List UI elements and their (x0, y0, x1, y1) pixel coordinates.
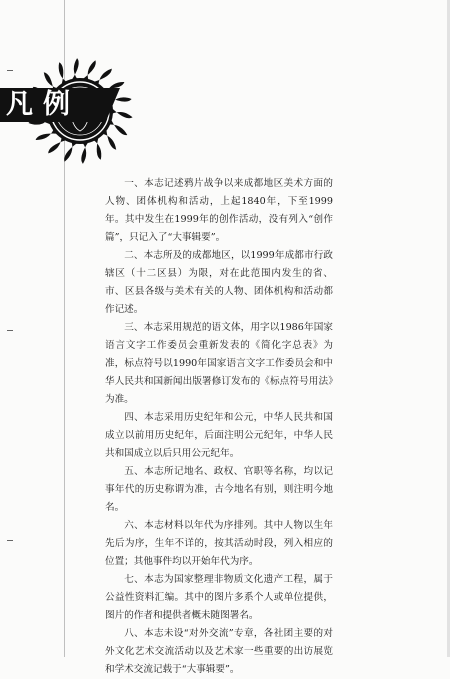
paragraph: 一、本志记述鸦片战争以来成都地区美术方面的人物、团体机构和活动，上起1840年，下至1999年。其中发生在1999年的创作活动，没有列入“创作篇”，只记入了“大事辑要”。 (105, 178, 333, 243)
paragraph: 二、本志所及的成都地区，以1999年成都市行政辖区（十二区县）为限，对在此范围内发生的省、市、区县各级与美术有关的人物、团体机构和活动都作记述。 (105, 250, 333, 315)
binding-mark (7, 330, 13, 331)
paragraph: 四、本志采用历史纪年和公元，中华人民共和国成立以前用历史纪年，后面注明公元纪年，中华人民共和国成立以后只用公元纪年。 (105, 412, 333, 459)
paragraph: 三、本志采用规范的语文体，用字以1986年国家语言文字工作委员会重新发表的《简化字总表》为准，标点符号以1990年国家语言文字工作委员会和中华人民共和国新闻出版署修订发布的《标点符号用法》为准。 (105, 322, 333, 405)
paragraph: 六、本志材料以年代为序排列。其中人物以生年先后为序，生年不详的，按其活动时段，列入相应的位置；其他事件均以开始年代为序。 (105, 520, 333, 567)
paragraph: 八、本志未设“对外交流”专章，各社团主要的对外文化艺术交流活动以及艺术家一些重要的出访展览和学术交流记载于“大事辑要”。 (105, 628, 333, 675)
binding-mark (7, 70, 13, 71)
binding-mark (7, 540, 13, 541)
paragraph: 五、本志所记地名、政权、官职等名称，均以记事年代的历史称谓为准，古今地名有别，则注明今地名。 (105, 466, 333, 513)
paragraph: 七、本志为国家整理非物质文化遗产工程，属于公益性资料汇编。其中的图片多系个人或单位提供，图片的作者和提供者概未随图署名。 (105, 574, 333, 621)
page-title: 凡例 (6, 89, 80, 120)
body-text (105, 175, 333, 679)
